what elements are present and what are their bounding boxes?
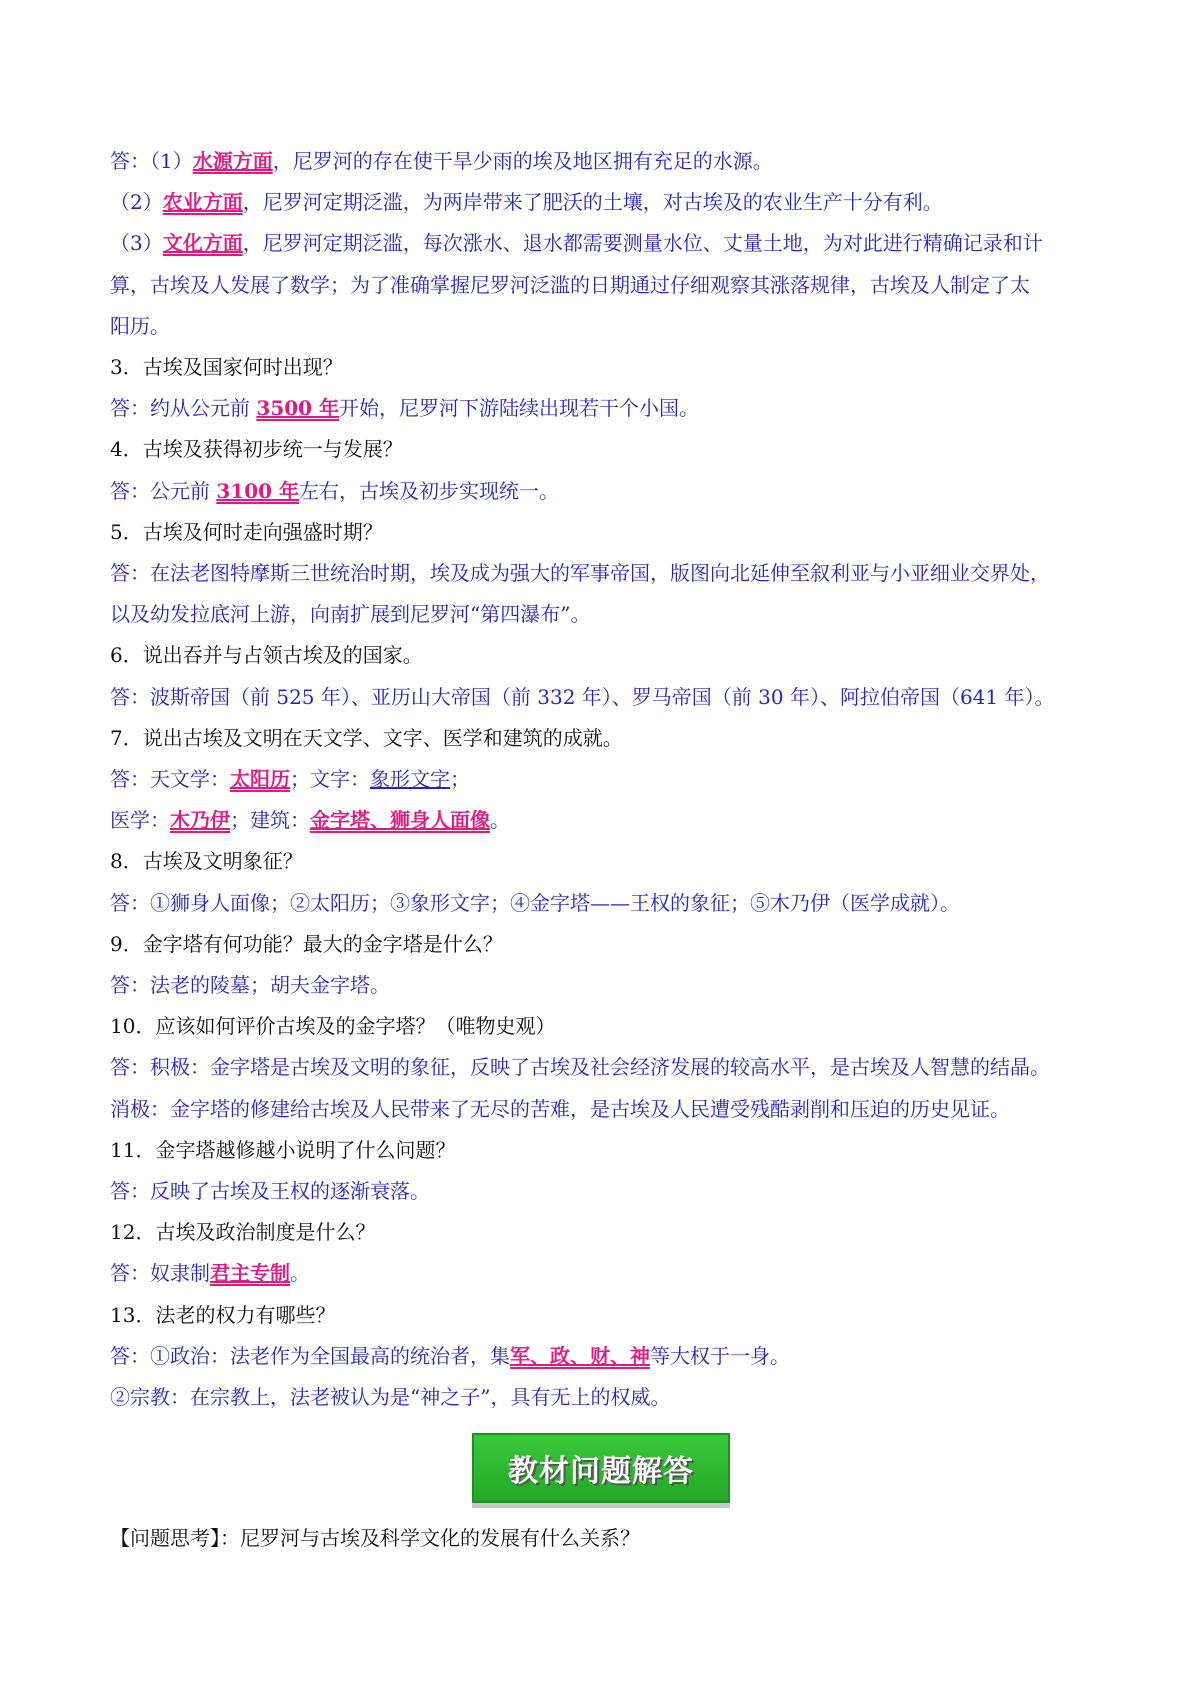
answer-13-line-1 <box>110 1336 1100 1377</box>
answer-10-line-2: 消极：金字塔的修建给古埃及人民带来了无尽的苦难，是古埃及人民遭受残酷剥削和压迫的历史见证。 <box>110 1096 1010 1121</box>
keyword-highlight: 农业方面 <box>162 190 243 215</box>
answer-2-part-3-end: 阳历。 <box>110 313 170 338</box>
answer-text: 答：①政治：法老作为全国最高的统治者，集 <box>110 1343 510 1368</box>
keyword-underline: 象形文字 <box>370 767 450 792</box>
answer-12 <box>110 1253 1100 1294</box>
keyword-highlight: 太阳历 <box>230 767 290 792</box>
question-3: 3．古埃及国家何时出现？ <box>110 355 343 380</box>
answer-text: ；建筑： <box>230 808 310 833</box>
answer-2-part-3 <box>110 223 1100 264</box>
answer-text: ，尼罗河定期泛滥，为两岸带来了肥沃的土壤，对古埃及的农业生产十分有利。 <box>242 190 943 215</box>
answer-text: ，尼罗河定期泛滥，每次涨水、退水都需要测量水位、丈量土地，为对此进行精确记录和计 <box>242 231 1043 256</box>
answer-6: 答：波斯帝国（前 525 年）、亚历山大帝国（前 332 年）、罗马帝国（前 30 年）、阿拉伯帝国（641 年）。 <box>110 684 1055 709</box>
keyword-highlight: 文化方面 <box>162 231 243 256</box>
answer-5-line-2: 以及幼发拉底河上游，向南扩展到尼罗河“第四瀑布”。 <box>110 602 591 627</box>
answer-2-part-1 <box>110 141 1100 182</box>
banner-title: 教材问题解答 <box>508 1454 694 1489</box>
question-8: 8．古埃及文明象征？ <box>110 849 303 874</box>
answer-text: 。 <box>290 1261 310 1286</box>
answer-text: 答：天文学： <box>110 767 230 792</box>
problem-thinking: 【问题思考】：尼罗河与古埃及科学文化的发展有什么关系？ <box>110 1526 640 1550</box>
keyword-highlight: 金字塔、狮身人面像 <box>310 808 490 833</box>
qa-content <box>110 141 1100 1418</box>
answer-2-part-3-cont: 算，古埃及人发展了数学；为了准确掌握尼罗河泛滥的日期通过仔细观察其涨落规律，古埃及人制定了太 <box>110 272 1030 297</box>
keyword-highlight: 3100 年 <box>216 478 299 503</box>
question-13: 13．法老的权力有哪些？ <box>110 1302 336 1327</box>
answer-3 <box>110 388 1100 429</box>
question-11: 11．金字塔越修越小说明了什么问题？ <box>110 1137 456 1162</box>
keyword-highlight: 水源方面 <box>192 149 273 173</box>
answer-text: 医学： <box>110 808 170 833</box>
question-10: 10．应该如何评价古埃及的金字塔？（唯物史观） <box>110 1014 556 1039</box>
answer-text: 答：公元前 <box>110 478 217 503</box>
answer-10-line-1: 答：积极：金字塔是古埃及文明的象征，反映了古埃及社会经济发展的较高水平，是古埃及人智慧的结晶。 <box>110 1055 1050 1080</box>
keyword-highlight: 君主专制 <box>210 1261 290 1286</box>
question-5: 5．古埃及何时走向强盛时期？ <box>110 519 383 544</box>
answer-5-line-1: 答：在法老图特摩斯三世统治时期，埃及成为强大的军事帝国，版图向北延伸至叙利亚与小亚细业交界处， <box>110 561 1050 586</box>
keyword-highlight: 军、政、财、神 <box>510 1343 650 1368</box>
question-4: 4．古埃及获得初步统一与发展？ <box>110 437 403 462</box>
answer-text: 答：约从公元前 <box>110 396 257 421</box>
answer-8: 答：①狮身人面像；②太阳历；③象形文字；④金字塔——王权的象征；⑤木乃伊（医学成就）。 <box>110 890 960 915</box>
keyword-highlight: 3500 年 <box>256 396 339 421</box>
answer-4 <box>110 471 1100 512</box>
answer-9: 答：法老的陵墓；胡夫金字塔。 <box>110 973 390 998</box>
answer-7-line-2 <box>110 800 1100 841</box>
answer-2-part-2 <box>110 182 1100 223</box>
answer-text: 等大权于一身。 <box>650 1343 790 1368</box>
question-7: 7．说出古埃及文明在天文学、文字、医学和建筑的成就。 <box>110 725 623 750</box>
question-6: 6．说出吞并与占领古埃及的国家。 <box>110 643 423 668</box>
keyword-highlight: 木乃伊 <box>170 808 230 833</box>
answer-text: ，尼罗河的存在使干旱少雨的埃及地区拥有充足的水源。 <box>272 149 773 173</box>
banner-box <box>472 1433 730 1503</box>
answer-11: 答：反映了古埃及王权的逐渐衰落。 <box>110 1179 430 1204</box>
answer-text: ； <box>450 767 470 792</box>
question-12: 12．古埃及政治制度是什么？ <box>110 1220 376 1245</box>
answer-text: 答：（1） <box>110 149 193 173</box>
section-banner <box>472 1431 732 1509</box>
answer-13-line-2: ②宗教：在宗教上，法老被认为是“神之子”，具有无上的权威。 <box>110 1385 671 1410</box>
answer-text: 左右，古埃及初步实现统一。 <box>299 478 559 503</box>
answer-text: （3） <box>110 231 163 256</box>
answer-text: 。 <box>490 808 510 833</box>
answer-7-line-1 <box>110 759 1100 800</box>
answer-text: （2） <box>110 190 163 215</box>
answer-text: ；文字： <box>290 767 370 792</box>
answer-text: 答：奴隶制 <box>110 1261 210 1286</box>
question-9: 9．金字塔有何功能？最大的金字塔是什么？ <box>110 931 503 956</box>
answer-text: 开始，尼罗河下游陆续出现若干个小国。 <box>339 396 699 421</box>
